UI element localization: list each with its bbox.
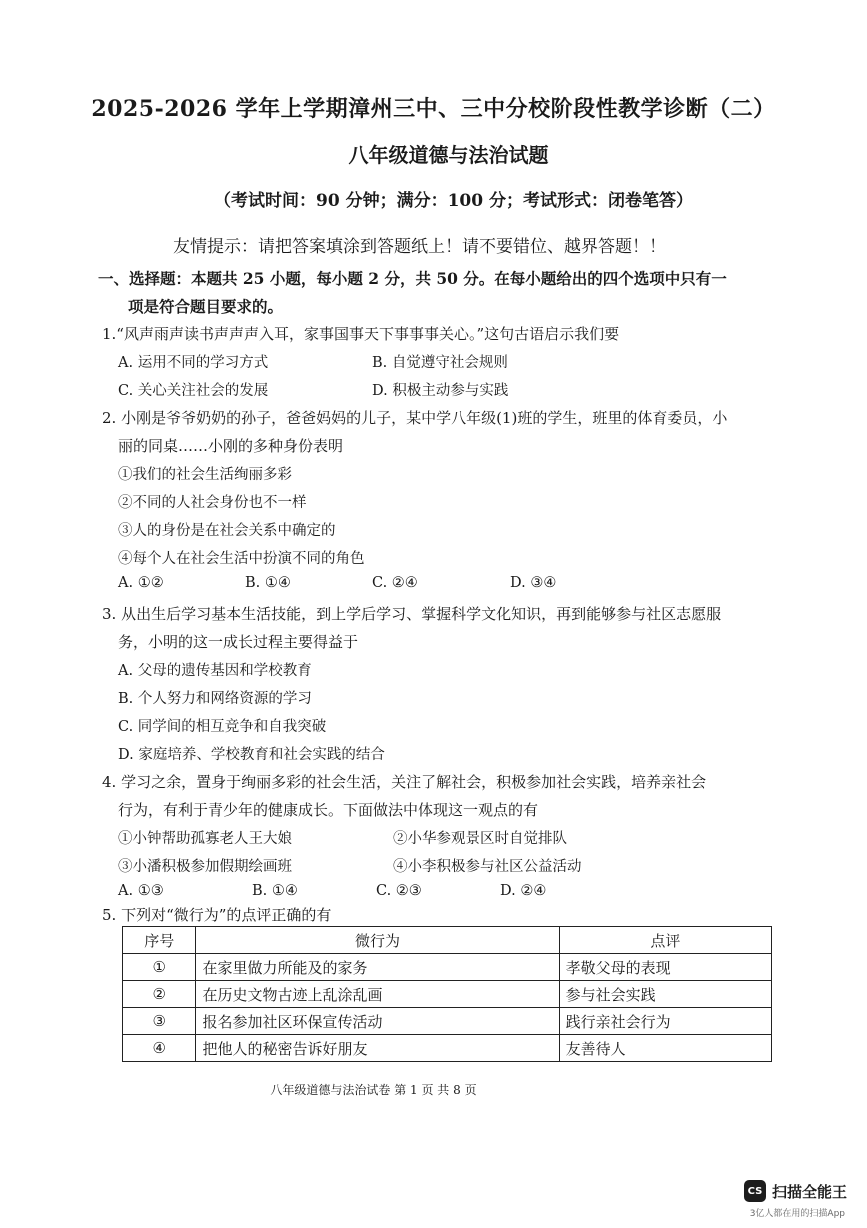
question-3-option-d: D. 家庭培养、学校教育和社会实践的结合 [118,747,385,763]
table-cell: ① [123,954,196,981]
question-2-statement-4: ④每个人在社会生活中扮演不同的角色 [118,551,365,567]
question-2-statement-2: ②不同的人社会身份也不一样 [118,495,307,511]
question-3-option-b: B. 个人努力和网络资源的学习 [118,691,312,707]
table-cell: 在家里做力所能及的家务 [196,954,559,981]
question-3-stem-cont: 务，小明的这一成长过程主要得益于 [118,633,359,651]
table-row [123,1035,772,1062]
watermark-brand: 扫描全能王 [771,1182,847,1201]
question-4-statement-2: ②小华参观景区时自觉排队 [393,831,567,847]
watermark-tagline: 3亿人都在用的扫描App [749,1209,845,1219]
table-cell: ④ [123,1035,196,1062]
question-5-stem: 5. 下列对“微行为”的点评正确的有 [102,906,332,924]
question-2-option-d: D. ③④ [510,575,557,591]
question-3-option-a: A. 父母的遗传基因和学校教育 [118,663,312,679]
exam-subtitle: 八年级道德与法治试题 [348,143,549,167]
table-cell: ③ [123,1008,196,1035]
question-4-statement-4: ④小李积极参与社区公益活动 [393,859,582,875]
question-4-statement-3: ③小潘积极参加假期绘画班 [118,859,292,875]
section-heading: 一、选择题：本题共 25 小题，每小题 2 分，共 50 分。在每小题给出的四个选项中只有一 [98,269,727,288]
table-header: 序号 [123,927,196,954]
section-heading-cont: 项是符合题目要求的。 [128,297,284,316]
question-3-option-c: C. 同学间的相互竞争和自我突破 [118,719,327,735]
question-1-option-b: B. 自觉遵守社会规则 [372,355,508,371]
behavior-table [122,926,772,1062]
table-cell: 在历史文物古迹上乱涂乱画 [196,981,559,1008]
question-2-statement-3: ③人的身份是在社会关系中确定的 [118,523,336,539]
reminder-text: 友情提示：请把答案填涂到答题纸上！请不要错位、越界答题！！ [173,237,666,257]
table-row [123,1008,772,1035]
question-4-option-b: B. ①④ [252,883,298,899]
question-4-option-a: A. ①③ [118,883,164,899]
exam-info: （考试时间：90 分钟；满分：100 分；考试形式：闭卷笔答） [214,191,693,211]
question-1-option-c: C. 关心关注社会的发展 [118,383,269,399]
question-2-option-c: C. ②④ [372,575,418,591]
table-row [123,954,772,981]
question-2-stem-cont: 丽的同桌……小刚的多种身份表明 [118,437,344,455]
page-footer: 八年级道德与法治试卷 第 1 页 共 8 页 [270,1083,477,1097]
exam-title: 2025-2026 学年上学期漳州三中、三中分校阶段性教学诊断（二） [91,96,776,122]
question-4-stem-cont: 行为，有利于青少年的健康成长。下面做法中体现这一观点的有 [118,801,539,819]
question-2-option-a: A. ①② [118,575,164,591]
camscanner-logo-icon: CS [744,1180,766,1202]
table-header: 点评 [559,927,771,954]
question-2-stem: 2. 小刚是爷爷奶奶的孙子，爸爸妈妈的儿子，某中学八年级(1)班的学生，班里的体育委员，小 [102,409,728,427]
table-cell: 把他人的秘密告诉好朋友 [196,1035,559,1062]
question-2-statement-1: ①我们的社会生活绚丽多彩 [118,467,292,483]
question-1-option-a: A. 运用不同的学习方式 [118,355,269,371]
table-header-row [123,927,772,954]
question-4-stem: 4. 学习之余，置身于绚丽多彩的社会生活，关注了解社会，积极参加社会实践，培养亲社会 [102,773,707,791]
question-1-option-d: D. 积极主动参与实践 [372,383,509,399]
table-row [123,981,772,1008]
question-1-stem: 1.“风声雨声读书声声声入耳，家事国事天下事事事关心。”这句古语启示我们要 [102,325,620,343]
table-cell: 报名参加社区环保宣传活动 [196,1008,559,1035]
table-cell: 践行亲社会行为 [559,1008,771,1035]
question-4-option-d: D. ②④ [500,883,547,899]
question-4-statement-1: ①小钟帮助孤寡老人王大娘 [118,831,292,847]
table-cell: ② [123,981,196,1008]
table-cell: 友善待人 [559,1035,771,1062]
table-header: 微行为 [196,927,559,954]
question-4-option-c: C. ②③ [376,883,422,899]
question-2-option-b: B. ①④ [245,575,291,591]
table-cell: 孝敬父母的表现 [559,954,771,981]
scanner-watermark [744,1180,847,1202]
question-3-stem: 3. 从出生后学习基本生活技能，到上学后学习、掌握科学文化知识，再到能够参与社区志愿服 [102,605,722,623]
table-cell: 参与社会实践 [559,981,771,1008]
